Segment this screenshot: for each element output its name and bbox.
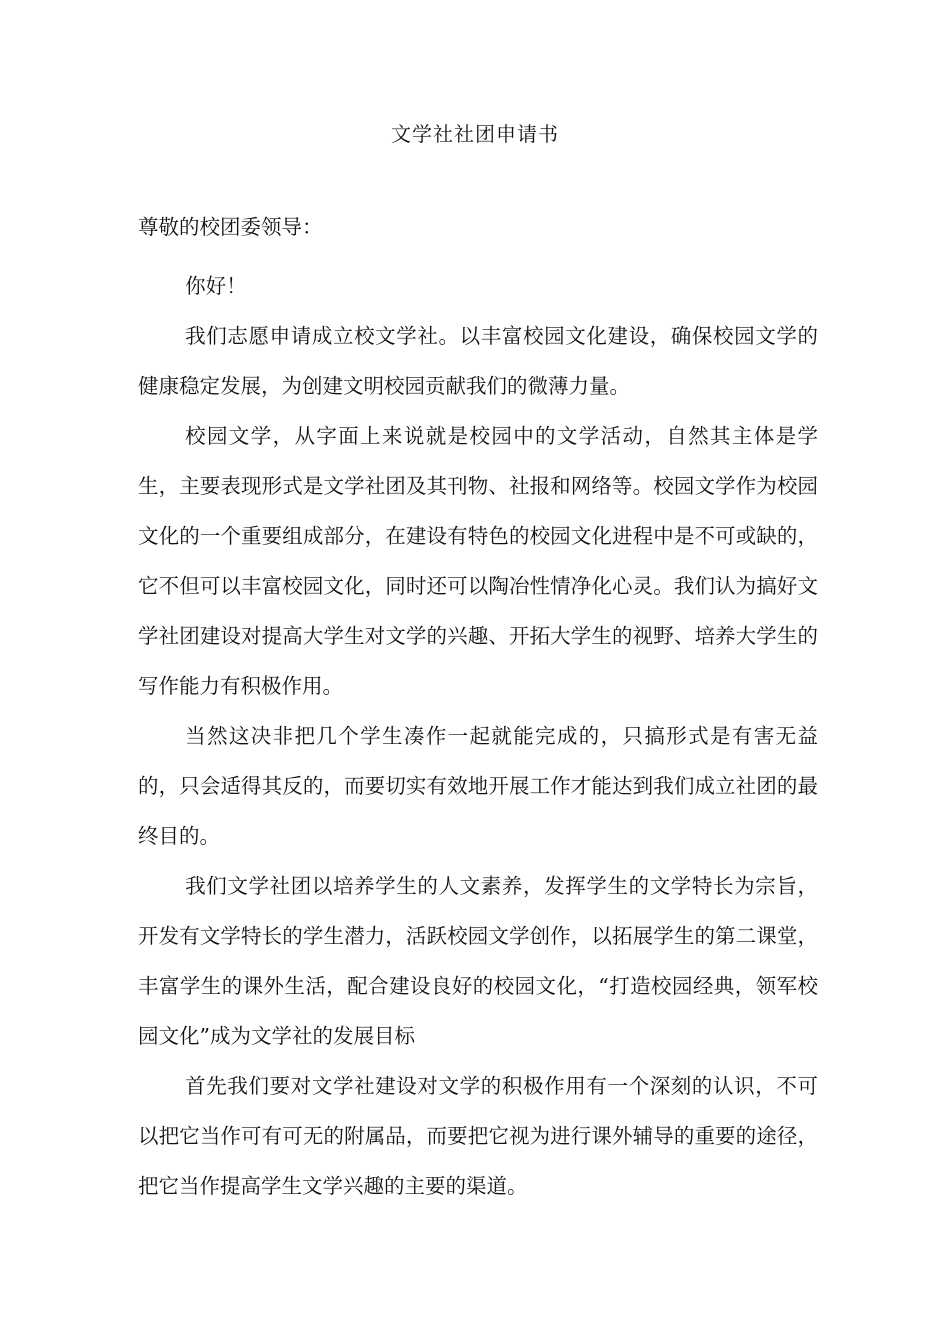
greeting: 你好！ [185, 274, 247, 298]
paragraph: 我们文学社团以培养学生的人文素养，发挥学生的文学特长为宗旨，开发有文学特长的学生潜力，活跃校园文学创作，以拓展学生的第二课堂，丰富学生的课外生活，配合建设良好的校园文化，“打造校园经典，领军校园文化”成为文学社的发展目标 [138, 874, 818, 1048]
document-title: 文学社社团申请书 [391, 122, 559, 146]
paragraph: 当然这决非把几个学生凑作一起就能完成的，只搞形式是有害无益的，只会适得其反的，而要切实有效地开展工作才能达到我们成立社团的最终目的。 [138, 724, 818, 848]
paragraph: 校园文学，从字面上来说就是校园中的文学活动，自然其主体是学生，主要表现形式是文学社团及其刊物、社报和网络等。校园文学作为校园文化的一个重要组成部分，在建设有特色的校园文化进程中是不可或缺的，它不但可以丰富校园文化，同时还可以陶冶性情净化心灵。我们认为搞好文学社团建设对提高大学生对文学的兴趣、开拓大学生的视野、培养大学生的写作能力有积极作用。 [138, 424, 818, 698]
document-body [138, 261, 818, 1211]
salutation: 尊敬的校团委领导： [138, 215, 323, 239]
paragraph: 我们志愿申请成立校文学社。以丰富校园文化建设，确保校园文学的健康稳定发展，为创建文明校园贡献我们的微薄力量。 [138, 324, 818, 398]
paragraph: 首先我们要对文学社建设对文学的积极作用有一个深刻的认识，不可以把它当作可有可无的附属品，而要把它视为进行课外辅导的重要的途径，把它当作提高学生文学兴趣的主要的渠道。 [138, 1074, 818, 1198]
